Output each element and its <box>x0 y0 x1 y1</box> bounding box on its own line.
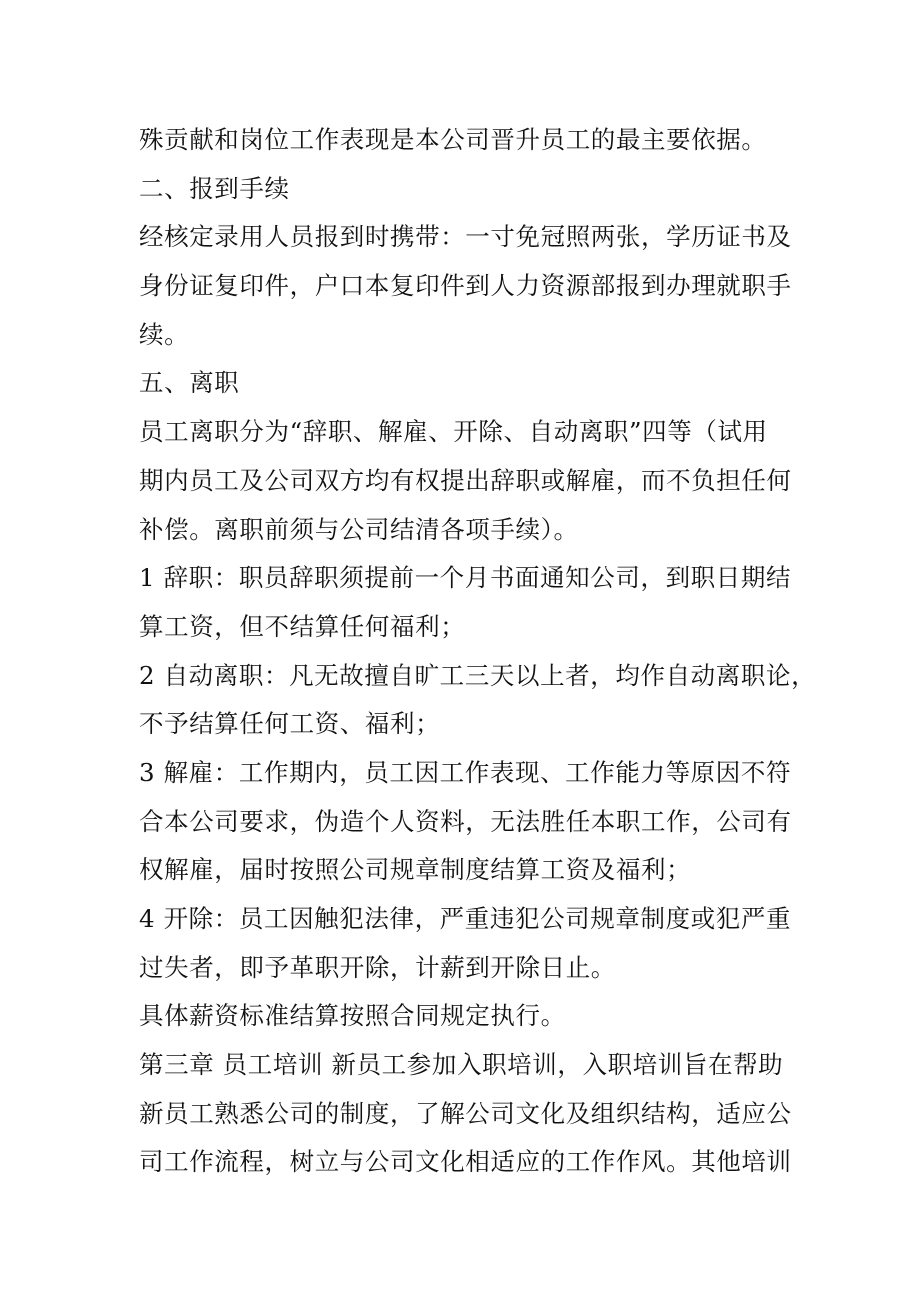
section-heading: 二、报到手续 <box>139 173 290 203</box>
text-line: 3 解雇：工作期内，员工因工作表现、工作能力等原因不符 <box>139 757 792 787</box>
text-line: 过失者，即予革职开除，计薪到开除日止。 <box>139 952 616 982</box>
text-line: 期内员工及公司双方均有权提出辞职或解雇，而不负担任何 <box>139 465 792 495</box>
text-line: 司工作流程，树立与公司文化相适应的工作作风。其他培训 <box>139 1147 792 1177</box>
text-line: 殊贡献和岗位工作表现是本公司晋升员工的最主要依据。 <box>139 125 767 154</box>
document-body <box>139 116 817 1187</box>
text-line: 经核定录用人员报到时携带：一寸免冠照两张，学历证书及 <box>139 222 792 252</box>
text-line: 补偿。离职前须与公司结清各项手续）。 <box>139 514 579 544</box>
text-line: 合本公司要求，伪造个人资料，无法胜任本职工作，公司有 <box>139 806 792 836</box>
text-line: 2 自动离职：凡无故擅自旷工三天以上者，均作自动离职论， <box>139 660 817 690</box>
text-line: 算工资，但不结算任何福利； <box>139 611 466 641</box>
text-line: 新员工熟悉公司的制度，了解公司文化及组织结构，适应公 <box>139 1098 792 1128</box>
text-line: 权解雇，届时按照公司规章制度结算工资及福利； <box>139 855 692 885</box>
text-line: 4 开除：员工因触犯法律，严重违犯公司规章制度或犯严重 <box>139 904 792 933</box>
text-line: 身份证复印件，户口本复印件到人力资源部报到办理就职手 <box>139 271 792 301</box>
text-line: 员工离职分为“辞职、解雇、开除、自动离职”四等（试用 <box>139 417 768 447</box>
text-line: 不予结算任何工资、福利； <box>139 709 441 739</box>
section-heading: 五、离职 <box>139 368 240 398</box>
chapter-line: 第三章 员工培训 新员工参加入职培训，入职培训旨在帮助 <box>139 1050 784 1080</box>
text-line: 具体薪资标准结算按照合同规定执行。 <box>139 1001 566 1031</box>
text-line: 1 辞职：职员辞职须提前一个月书面通知公司，到职日期结 <box>139 563 792 593</box>
text-line: 续。 <box>139 319 190 349</box>
